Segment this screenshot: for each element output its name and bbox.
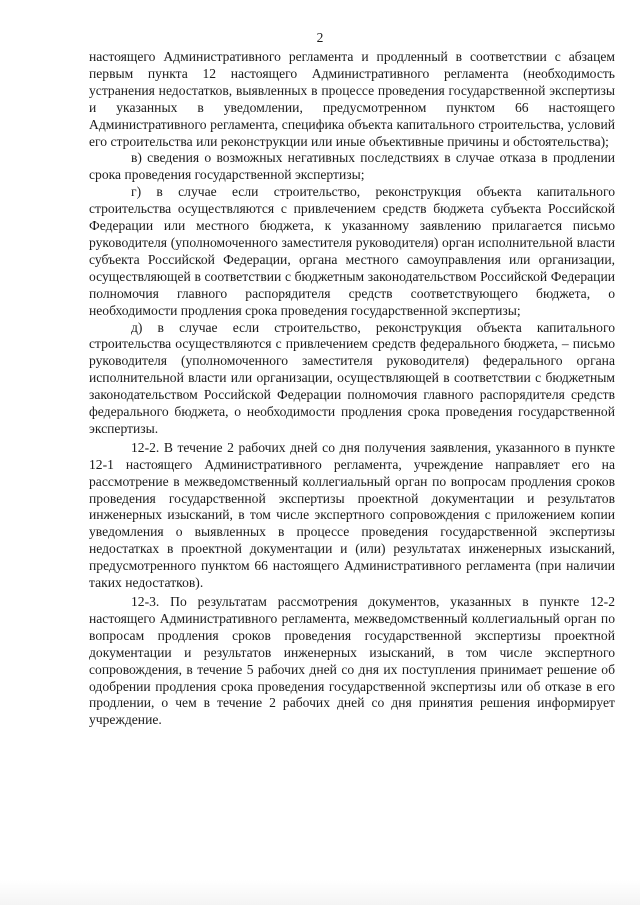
paragraph-clause-12-3: 12-3. По результатам рассмотрения документов, указанных в пункте 12-2 настоящего Административного регламента, межведомственный коллегиальный орган по вопросам продления сроков проведения государственной экспертизы проектной документации и результатов инженерных изысканий, в том числе экспертного сопровождения, в течение 5 рабочих дней со дня их поступления принимает решение об одобрении продления срока проведения государственной экспертизы или об отказе в его продлении, о чем в течение 2 рабочих дней со дня принятия решения информирует учреждение.	[89, 594, 615, 728]
page-number: 2	[316, 30, 324, 45]
paragraph-continuation: настоящего Административного регламента и продленный в соответствии с абзацем первым пункта 12 настоящего Административного регламента (необходимость устранения недостатков, выявленных в процессе проведения государственной экспертизы и указанных в уведомлении, предусмотренном пунктом 66 настоящего Административного регламента, специфика объекта капитального строительства, условий его строительства или реконструкции или иные объективные причины и обстоятельства);	[89, 49, 615, 149]
scan-bottom-edge	[0, 880, 640, 905]
paragraph-clause-12-2: 12-2. В течение 2 рабочих дней со дня получения заявления, указанного в пункте 12-1 настоящего Административного регламента, учреждение направляет его на рассмотрение в межведомственный коллегиальный орган по вопросам продления сроков проведения государственной экспертизы проектной документации и результатов инженерных изысканий, в том числе экспертного сопровождения с приложением копии уведомления о выявленных в процессе проведения государственной экспертизы недостатках в проектной документации и (или) результатах инженерных изысканий, предусмотренного пунктом 66 настоящего Административного регламента (при наличии таких недостатков).	[89, 439, 615, 591]
document-body	[89, 49, 615, 729]
paragraph-item-g: г) в случае если строительство, реконструкция объекта капитального строительства осуществляются с привлечением средств бюджета субъекта Российской Федерации или местного бюджета, к указанному заявлению прилагается письмо руководителя (уполномоченного заместителя руководителя) орган исполнительной власти субъекта Российской Федерации, органа местного самоуправления или организации, осуществляющей в соответствии с бюджетным законодательством Российской Федерации полномочия главного распорядителя средств соответствующего бюджета, о необходимости продления срока проведения государственной экспертизы;	[89, 184, 615, 318]
paragraph-item-d: д) в случае если строительство, реконструкция объекта капитального строительства осуществляются с привлечением средств федерального бюджета, – письмо руководителя (уполномоченного заместителя руководителя) федерального органа исполнительной власти или организации, осуществляющей в соответствии с бюджетным законодательством Российской Федерации полномочия главного распорядителя средств федерального бюджета, о необходимости продления срока проведения государственной экспертизы.	[89, 319, 615, 436]
paragraph-item-v: в) сведения о возможных негативных последствиях в случае отказа в продлении срока проведения государственной экспертизы;	[89, 150, 615, 183]
